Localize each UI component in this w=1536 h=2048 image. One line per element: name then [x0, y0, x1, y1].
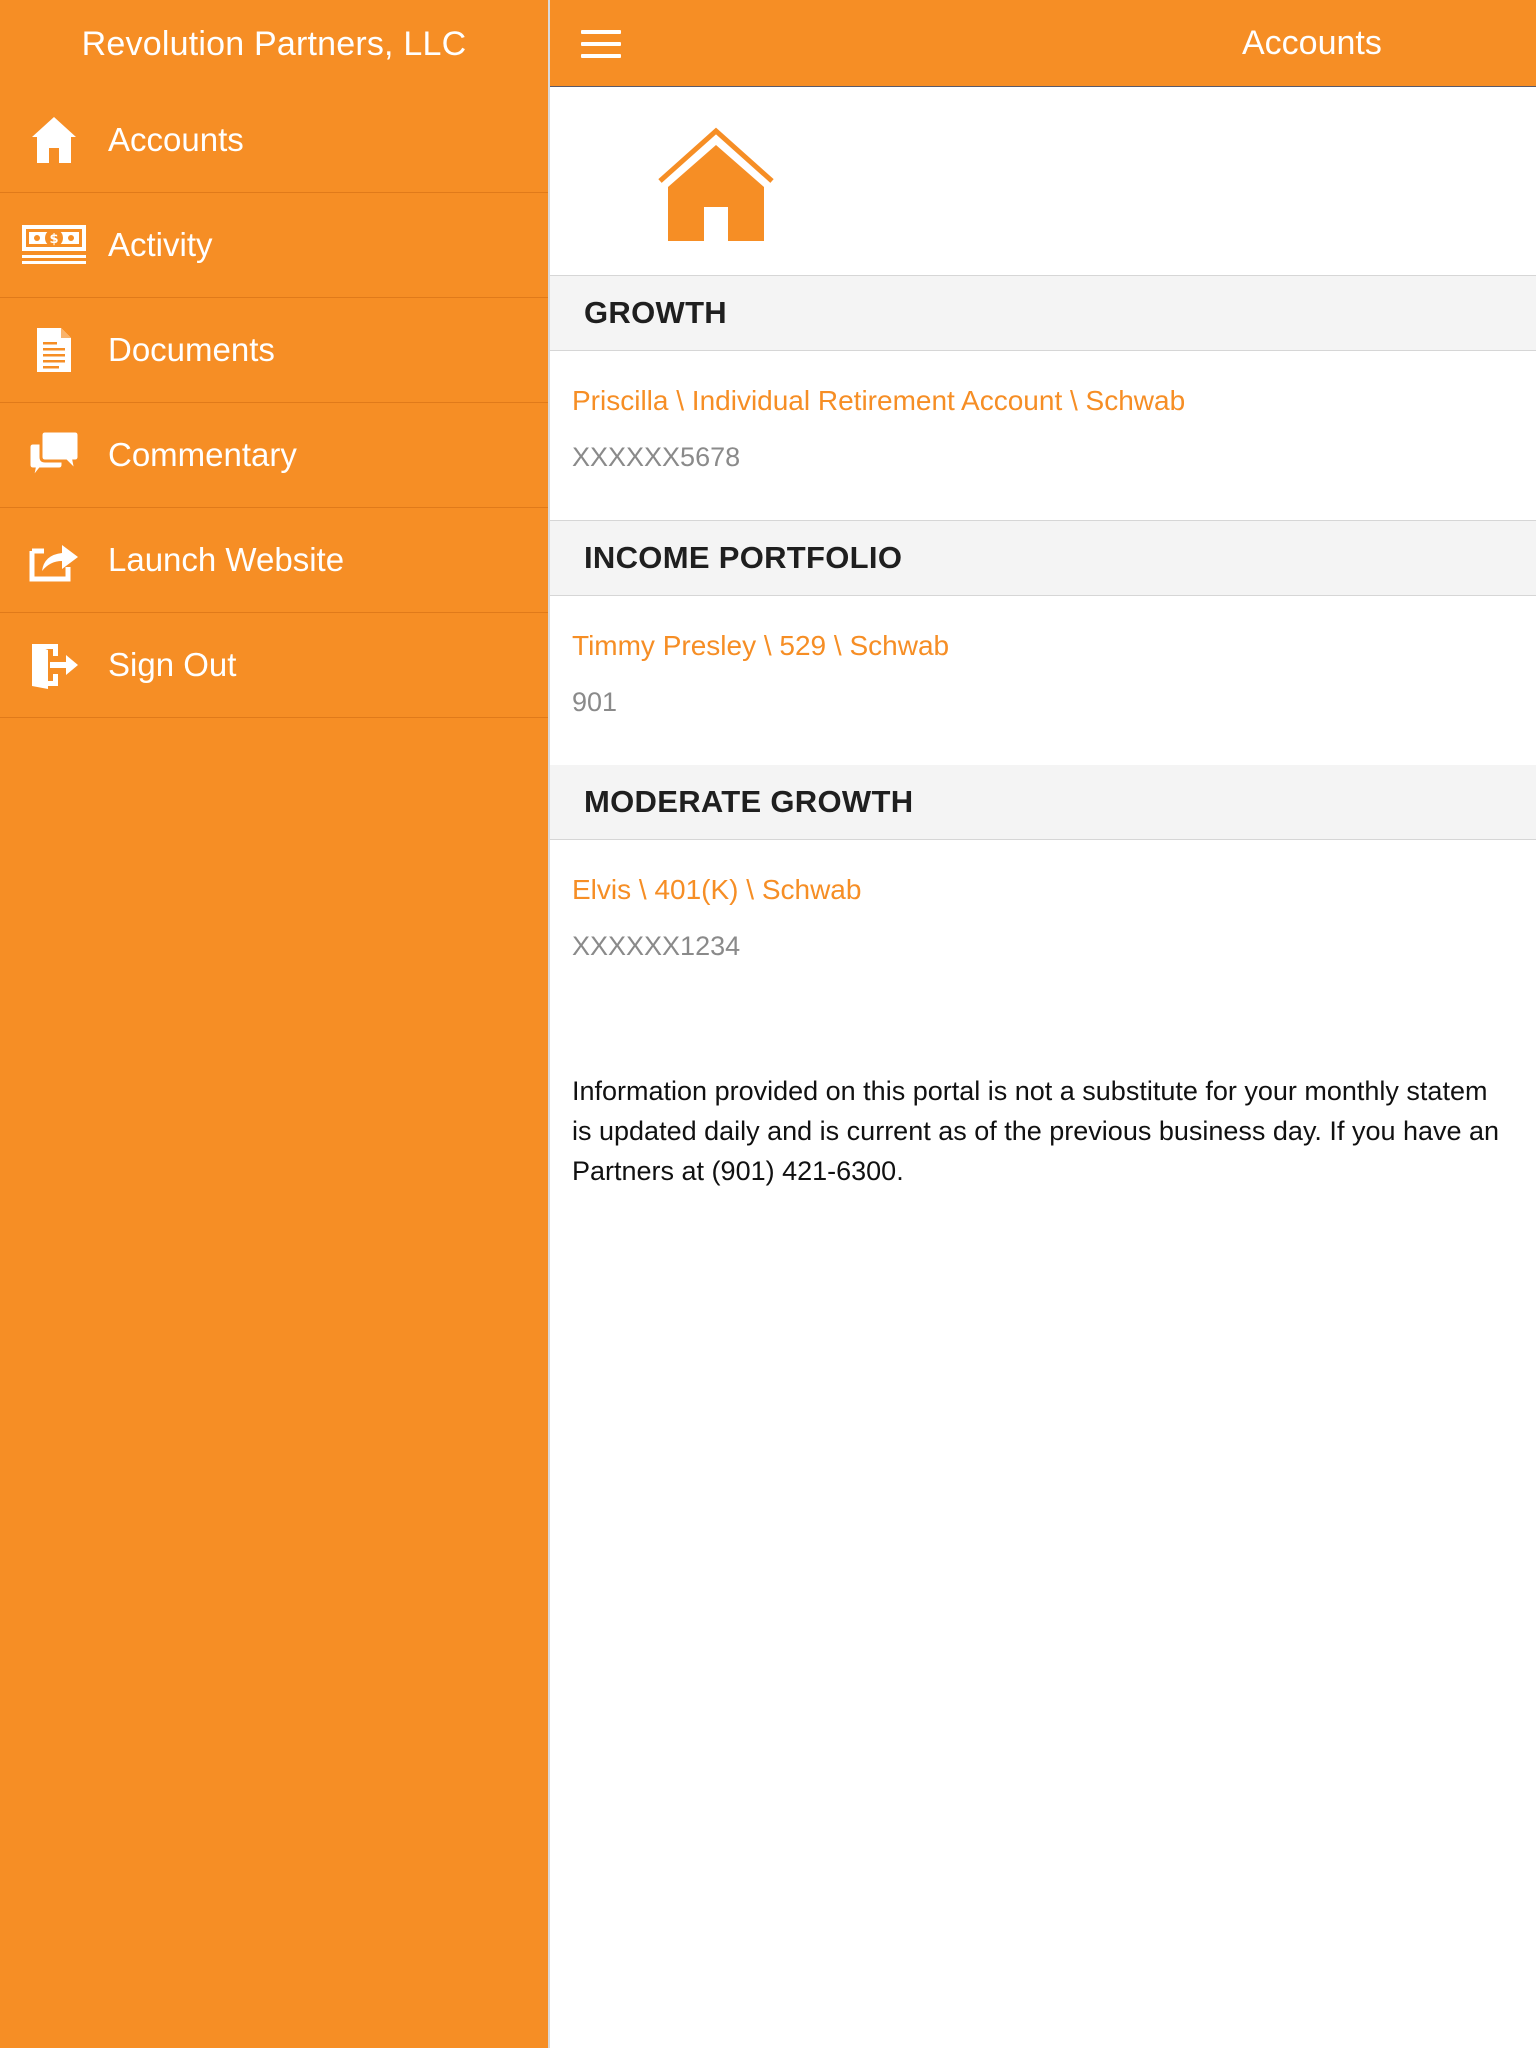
- section-header-moderate-growth: MODERATE GROWTH: [550, 765, 1536, 840]
- section-header-income-portfolio: INCOME PORTFOLIO: [550, 521, 1536, 596]
- exit-door-icon: [21, 637, 87, 693]
- disclaimer-line: Partners at (901) 421-6300.: [572, 1156, 904, 1186]
- top-navigation-bar: [550, 0, 1536, 87]
- disclaimer-line: is updated daily and is current as of the previous business day. If you have an: [572, 1116, 1500, 1146]
- account-name[interactable]: Priscilla \ Individual Retirement Account \ Schwab: [572, 385, 1186, 416]
- sidebar: [0, 0, 548, 2048]
- sidebar-item-sign-out[interactable]: [0, 613, 548, 718]
- sidebar-item-label: Sign Out: [108, 646, 237, 683]
- sidebar-menu: [0, 88, 548, 718]
- main-content: [548, 0, 1536, 2048]
- account-name[interactable]: Timmy Presley \ 529 \ Schwab: [572, 630, 950, 661]
- disclaimer-line: Information provided on this portal is not a substitute for your monthly statem: [572, 1076, 1488, 1106]
- sidebar-title: Revolution Partners, LLC: [81, 24, 467, 63]
- share-icon: [21, 532, 87, 588]
- chat-bubbles-icon: [21, 427, 87, 483]
- sidebar-item-label: Accounts: [108, 121, 244, 158]
- account-number: XXXXXX1234: [572, 931, 741, 961]
- sidebar-item-label: Commentary: [108, 436, 297, 473]
- svg-text:$: $: [49, 232, 59, 247]
- hamburger-menu-icon[interactable]: [581, 30, 621, 58]
- sidebar-item-label: Activity: [108, 226, 213, 263]
- page-title: Accounts: [1242, 24, 1382, 62]
- home-icon: [21, 112, 87, 168]
- sidebar-item-label: Launch Website: [108, 541, 345, 578]
- hero-banner: [550, 87, 1536, 276]
- account-number: 901: [572, 687, 618, 717]
- sidebar-item-label: Documents: [108, 331, 275, 368]
- sidebar-item-accounts[interactable]: [0, 88, 548, 193]
- document-icon: [21, 322, 87, 378]
- disclaimer-text: [572, 1071, 1536, 1191]
- sidebar-item-launch-website[interactable]: [0, 508, 548, 613]
- account-row[interactable]: [550, 351, 1536, 521]
- cash-icon: [21, 217, 87, 273]
- home-icon: [654, 127, 778, 243]
- sidebar-item-commentary[interactable]: [0, 403, 548, 508]
- account-row[interactable]: [550, 596, 1536, 766]
- sidebar-item-documents[interactable]: [0, 298, 548, 403]
- account-row[interactable]: [550, 840, 1536, 1010]
- section-header-growth: GROWTH: [550, 276, 1536, 351]
- sidebar-item-activity[interactable]: [0, 193, 548, 298]
- account-name[interactable]: Elvis \ 401(K) \ Schwab: [572, 874, 862, 905]
- account-number: XXXXXX5678: [572, 442, 741, 472]
